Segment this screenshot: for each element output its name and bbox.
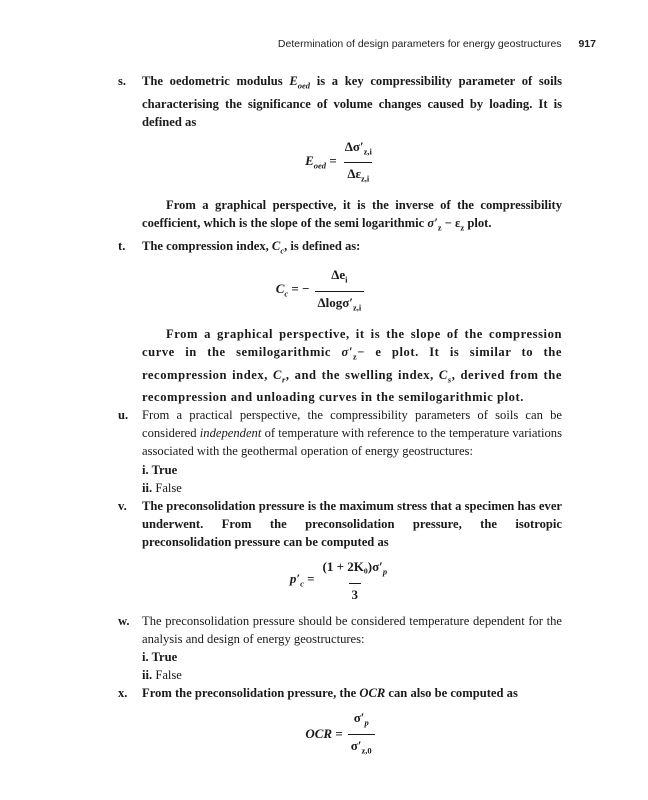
equation-oedometric-modulus: $E_{oed}$ = $\frac{\Delta\sigma'_{z,i}}{\Delta\varepsilon_{z,i}}$ — [118, 138, 562, 188]
running-title: Determination of design parameters for energy geostructures — [277, 38, 562, 50]
page-number: 917 — [578, 38, 596, 50]
item-marker: t. — [118, 238, 126, 253]
item-t: t. The compression index, $C_c$, is defined as: — [118, 238, 361, 256]
equation-ocr: OCR = $\frac{\sigma'_p}{\sigma'_{z,0}}$ — [118, 709, 562, 759]
item-u: u. From a practical perspective, the compressibility parameters of soils can be considered independent of temperature with reference to the temperature variations associated with the geothermal operation of energy geostructures: — [118, 408, 562, 459]
item-s: s. The oedometric modulus $E_{oed}$ is a key compressibility parameter of soils characterising the significance of volume changes caused by loading. It is defined as — [118, 74, 562, 129]
item-s-explanation: From a graphical perspective, it is the inverse of the compressibility coefficient, which is the slope of the semi logarithmic $\sigma'_z - \varepsilon_z$ plot. — [142, 198, 562, 233]
item-marker: u. — [118, 408, 129, 423]
fraction: $\frac{(1 + 2K_0)\sigma'_p}{3}$ — [320, 558, 391, 604]
running-header — [100, 38, 596, 50]
option-false: ii. False — [142, 668, 182, 683]
option-false: ii. False — [142, 480, 182, 495]
item-v: v. The preconsolidation pressure is the maximum stress that a specimen has ever underwent. From the preconsolidation pressure, the isotropic preconsolidation pressure can be computed as — [118, 498, 562, 549]
option-true: i. True — [142, 649, 178, 664]
item-w: w. The preconsolidation pressure should be considered temperature dependent for the analysis and design of energy geostructures: — [118, 613, 562, 646]
fraction: $\frac{\Delta\sigma'_{z,i}}{\Delta\varepsilon_{z,i}}$ — [342, 138, 375, 188]
page-body — [118, 72, 562, 768]
item-marker: v. — [118, 498, 127, 513]
equation-compression-index: $C_c$ = − $\frac{\Delta e_i}{\Delta\log\sigma'_{z,i}}$ — [78, 266, 562, 316]
fraction: $\frac{\Delta e_i}{\Delta\log\sigma'_{z,i}}$ — [315, 266, 365, 316]
item-t-explanation: From a graphical perspective, it is the slope of the compression curve in the semilogarithmic $\sigma'_z- e$ plot. It is similar to the recompression index, $C_r$, and the swelling index, $C_s$, derived from the recompression and unloading curves in the semilogarithmic plot. — [142, 326, 562, 405]
item-marker: w. — [118, 613, 130, 628]
option-true: i. True — [142, 462, 178, 477]
item-marker: s. — [118, 74, 127, 88]
equation-isotropic-preconsolidation: $p'_c$ = $\frac{(1 + 2K_0)\sigma'_p}{3}$ — [118, 558, 562, 604]
symbol-eoed: E — [289, 74, 298, 88]
fraction: $\frac{\sigma'_p}{\sigma'_{z,0}}$ — [348, 709, 375, 759]
item-x: x. From the preconsolidation pressure, the OCR can also be computed as — [118, 684, 562, 702]
item-marker: x. — [118, 686, 128, 701]
emphasis: independent — [199, 426, 262, 441]
